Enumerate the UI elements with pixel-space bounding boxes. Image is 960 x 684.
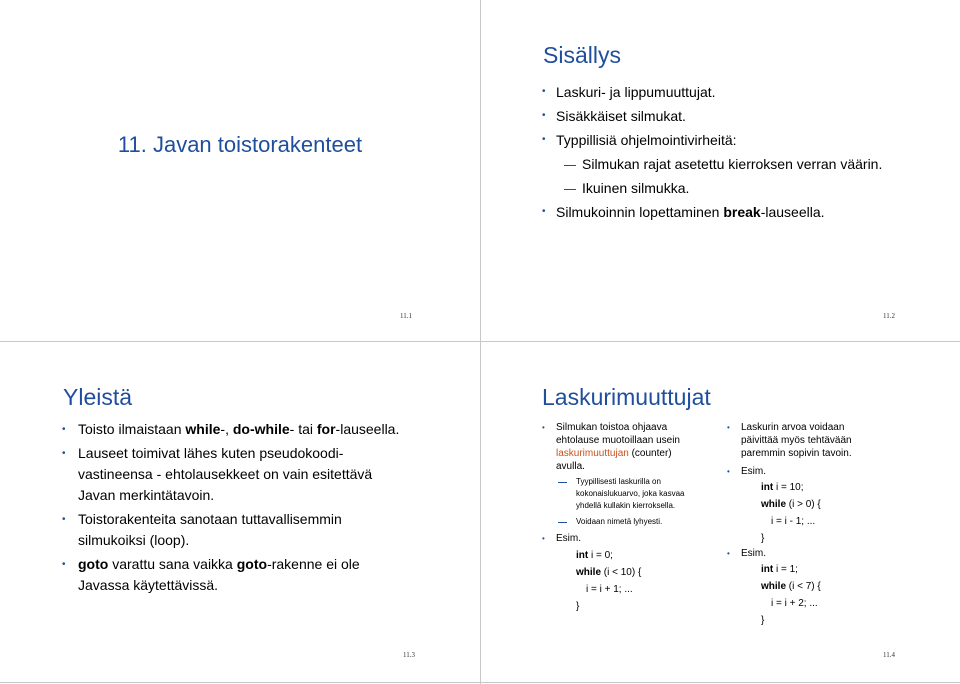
- dash-icon: [558, 482, 567, 483]
- code-block: int i = 10; while (i > 0) { i = i - 1; ... }: [761, 482, 821, 544]
- slide-1-page-number: 11.1: [400, 312, 412, 320]
- dash-icon: [558, 522, 567, 523]
- slide-4-title: Laskurimuuttujat: [542, 384, 711, 410]
- slide-4-left-column: [542, 421, 722, 615]
- bullet-icon: •: [542, 534, 545, 543]
- bullet-icon: •: [727, 467, 730, 476]
- bullet-icon: •: [542, 423, 545, 432]
- dash-icon: [564, 189, 576, 190]
- slide-3: [0, 342, 480, 684]
- slide-4-right-column: [727, 421, 927, 629]
- bullet-icon: •: [62, 448, 66, 459]
- list-item: • goto varattu sana vaikka goto-rakenne ei ole Javassa käytettävissä.: [62, 556, 360, 593]
- list-item: • Esim.: [542, 533, 581, 544]
- bullet-icon: •: [542, 110, 546, 121]
- bullet-icon: •: [62, 559, 66, 570]
- list-item: • Laskuri- ja lippumuuttujat.: [542, 80, 882, 104]
- list-item: • Lauseet toimivat lähes kuten pseudokoodi- vastineensa - ehtolausekkeet on vain esitettävä Javan merkintätavoin.: [62, 445, 373, 503]
- slide-4: [480, 342, 960, 684]
- slide-3-title: Yleistä: [63, 384, 133, 410]
- code-block: int i = 1; while (i < 7) { i = i + 2; ... }: [761, 564, 821, 626]
- bullet-icon: •: [542, 86, 546, 97]
- slide-4-page-number: 11.4: [883, 651, 895, 659]
- slide-1-title: 11. Javan toistorakenteet: [117, 132, 363, 157]
- bullet-icon: •: [727, 423, 730, 432]
- bullet-icon: •: [542, 206, 546, 217]
- list-item: • Esim.: [727, 466, 766, 477]
- bullet-icon: •: [727, 549, 730, 558]
- list-item: • Laskurin arvoa voidaan päivittää myös tehtävään paremmin sopivin tavoin.: [727, 422, 852, 459]
- list-item: • Toisto ilmaistaan while-, do-while- tai for-lauseella.: [62, 419, 399, 440]
- code-block: int i = 0; while (i < 10) { i = i + 1; ... }: [576, 550, 642, 612]
- slide-2-title: Sisällys: [543, 42, 621, 68]
- slide-2-page-number: 11.2: [883, 312, 895, 320]
- sub-list-item: Silmukan rajat asetettu kierroksen verran väärin.: [542, 152, 882, 176]
- list-item: • Esim.: [727, 548, 766, 559]
- sub-list-item: Voidaan nimetä lyhyesti.: [542, 516, 722, 528]
- bullet-icon: •: [62, 424, 66, 435]
- list-item: • Silmukoinnin lopettaminen break-lauseella.: [542, 200, 882, 224]
- list-item: • Silmukan toistoa ohjaava ehtolause muotoillaan usein laskurimuuttujan (counter) avulla.: [542, 422, 680, 472]
- slide-3-list: [62, 419, 399, 596]
- bullet-icon: •: [62, 514, 66, 525]
- list-item: • Toistorakenteita sanotaan tuttavallisemmin silmukoiksi (loop).: [62, 511, 342, 548]
- slide-2: [480, 0, 960, 342]
- slide-1: [0, 0, 480, 342]
- slide-3-page-number: 11.3: [403, 651, 415, 659]
- dash-icon: [564, 165, 576, 166]
- sub-list-item: Tyypillisesti laskurilla on kokonaislukuarvo, joka kasvaa yhdellä kullakin kierroksella.: [542, 476, 722, 512]
- list-item: • Typpillisiä ohjelmointivirheitä:: [542, 128, 882, 152]
- list-item: • Sisäkkäiset silmukat.: [542, 104, 882, 128]
- slide-2-list: [542, 80, 882, 224]
- bullet-icon: •: [542, 134, 546, 145]
- sub-list-item: Ikuinen silmukka.: [542, 176, 882, 200]
